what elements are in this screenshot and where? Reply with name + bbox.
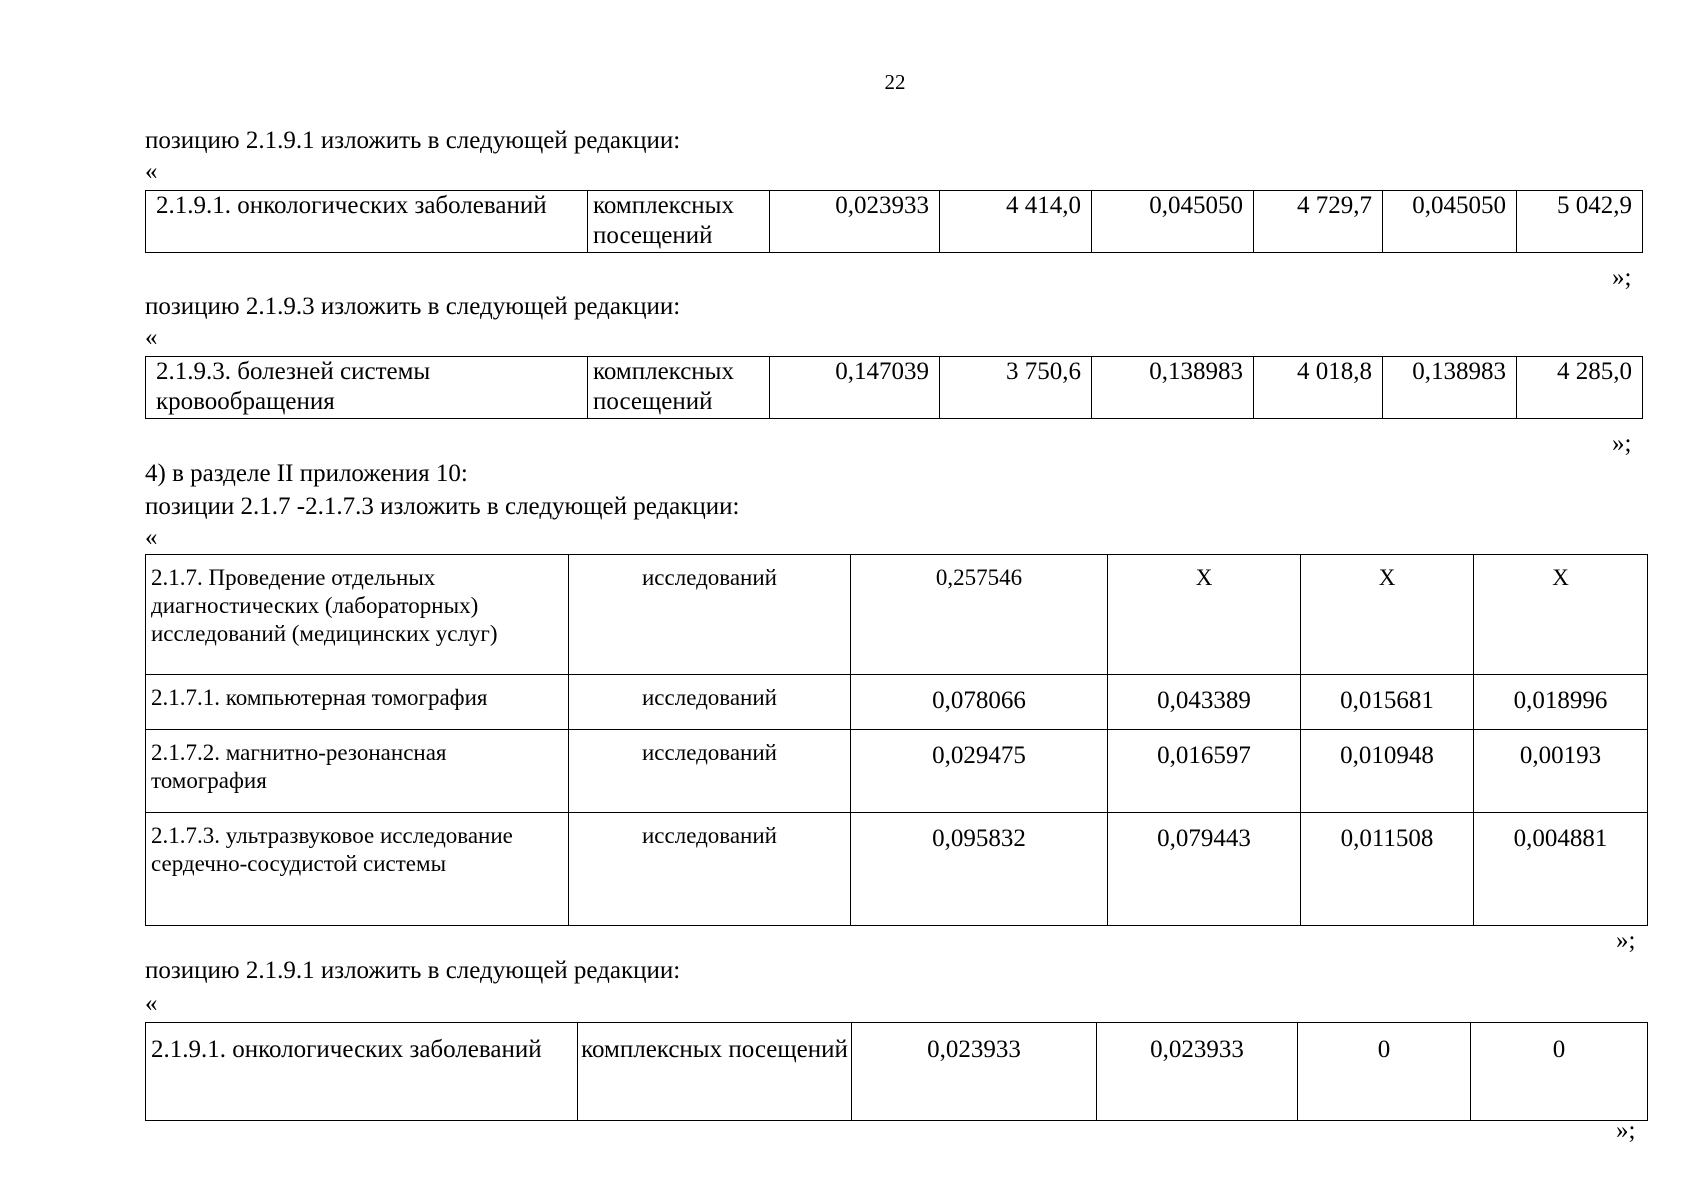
block1-close-quote: »; <box>1612 264 1632 291</box>
cell-value: 3 750,6 <box>940 357 1092 419</box>
cell-value: 0 <box>1471 1023 1648 1121</box>
cell-value: 0,004881 <box>1474 813 1648 926</box>
cell-value: 0,023933 <box>1097 1023 1298 1121</box>
cell-name: 2.1.9.3. болезней системы кровообращения <box>146 357 588 419</box>
table-row <box>146 813 1648 926</box>
section-heading: 4) в разделе II приложения 10: <box>145 460 468 487</box>
cell-unit: комплексных посещений <box>588 357 770 419</box>
cell-value: 4 729,7 <box>1254 191 1383 253</box>
cell-value: 0 <box>1298 1023 1471 1121</box>
last-block-table <box>145 1022 1648 1121</box>
cell-name: 2.1.7. Проведение отдельных диагностических (лабораторных) исследований (медицинских услуг) <box>146 555 569 675</box>
cell-unit: исследований <box>569 730 851 813</box>
cell-value: Х <box>1474 555 1648 675</box>
cell-value: 5 042,9 <box>1517 191 1643 253</box>
cell-name: 2.1.9.1. онкологических заболеваний <box>146 191 588 253</box>
block2-close-quote: »; <box>1612 430 1632 457</box>
cell-name: 2.1.9.1. онкологических заболеваний <box>146 1023 578 1121</box>
table-row <box>146 1023 1648 1121</box>
cell-value: 0,010948 <box>1301 730 1474 813</box>
cell-value: 0,029475 <box>851 730 1108 813</box>
block2-table <box>145 356 1643 419</box>
block1-intro: позицию 2.1.9.1 изложить в следующей редакции: <box>145 127 681 154</box>
cell-value: 0,023933 <box>852 1023 1097 1121</box>
cell-value: Х <box>1301 555 1474 675</box>
cell-value: 0,257546 <box>851 555 1108 675</box>
block1-table <box>145 190 1643 253</box>
cell-value: 0,045050 <box>1092 191 1254 253</box>
cell-value: 0,079443 <box>1108 813 1301 926</box>
cell-unit: исследований <box>569 555 851 675</box>
cell-unit: комплексных посещений <box>588 191 770 253</box>
cell-value: 0,045050 <box>1383 191 1517 253</box>
cell-value: 0,078066 <box>851 675 1108 730</box>
last-block-open-quote: « <box>145 990 158 1017</box>
block1-open-quote: « <box>145 158 158 185</box>
cell-value: 0,011508 <box>1301 813 1474 926</box>
cell-value: 0,016597 <box>1108 730 1301 813</box>
cell-name: 2.1.7.2. магнитно-резонансная томография <box>146 730 569 813</box>
cell-value: 0,043389 <box>1108 675 1301 730</box>
cell-value: 0,00193 <box>1474 730 1648 813</box>
cell-unit: исследований <box>569 675 851 730</box>
cell-unit: исследований <box>569 813 851 926</box>
section-intro: позиции 2.1.7 -2.1.7.3 изложить в следующей редакции: <box>145 493 740 520</box>
table-row <box>146 357 1643 419</box>
cell-unit: комплексных посещений <box>578 1023 852 1121</box>
cell-value: 0,138983 <box>1092 357 1254 419</box>
cell-name: 2.1.7.3. ультразвуковое исследование сердечно-сосудистой системы <box>146 813 569 926</box>
cell-value: 0,095832 <box>851 813 1108 926</box>
block2-intro: позицию 2.1.9.3 изложить в следующей редакции: <box>145 293 681 320</box>
section-close-quote: »; <box>1616 927 1636 954</box>
section-open-quote: « <box>145 524 158 551</box>
page-number: 22 <box>884 70 906 94</box>
last-block-close-quote: »; <box>1616 1117 1636 1144</box>
cell-value: 4 285,0 <box>1517 357 1643 419</box>
cell-name: 2.1.7.1. компьютерная томография <box>146 675 569 730</box>
table-row <box>146 730 1648 813</box>
cell-value: Х <box>1108 555 1301 675</box>
cell-value: 4 018,8 <box>1254 357 1383 419</box>
section-table <box>145 554 1648 926</box>
cell-value: 0,147039 <box>770 357 940 419</box>
cell-value: 0,018996 <box>1474 675 1648 730</box>
cell-value: 4 414,0 <box>940 191 1092 253</box>
table-row <box>146 191 1643 253</box>
block2-open-quote: « <box>145 324 158 351</box>
cell-value: 0,138983 <box>1383 357 1517 419</box>
cell-value: 0,023933 <box>770 191 940 253</box>
last-block-intro: позицию 2.1.9.1 изложить в следующей редакции: <box>145 957 681 984</box>
table-row <box>146 555 1648 675</box>
table-row <box>146 675 1648 730</box>
cell-value: 0,015681 <box>1301 675 1474 730</box>
